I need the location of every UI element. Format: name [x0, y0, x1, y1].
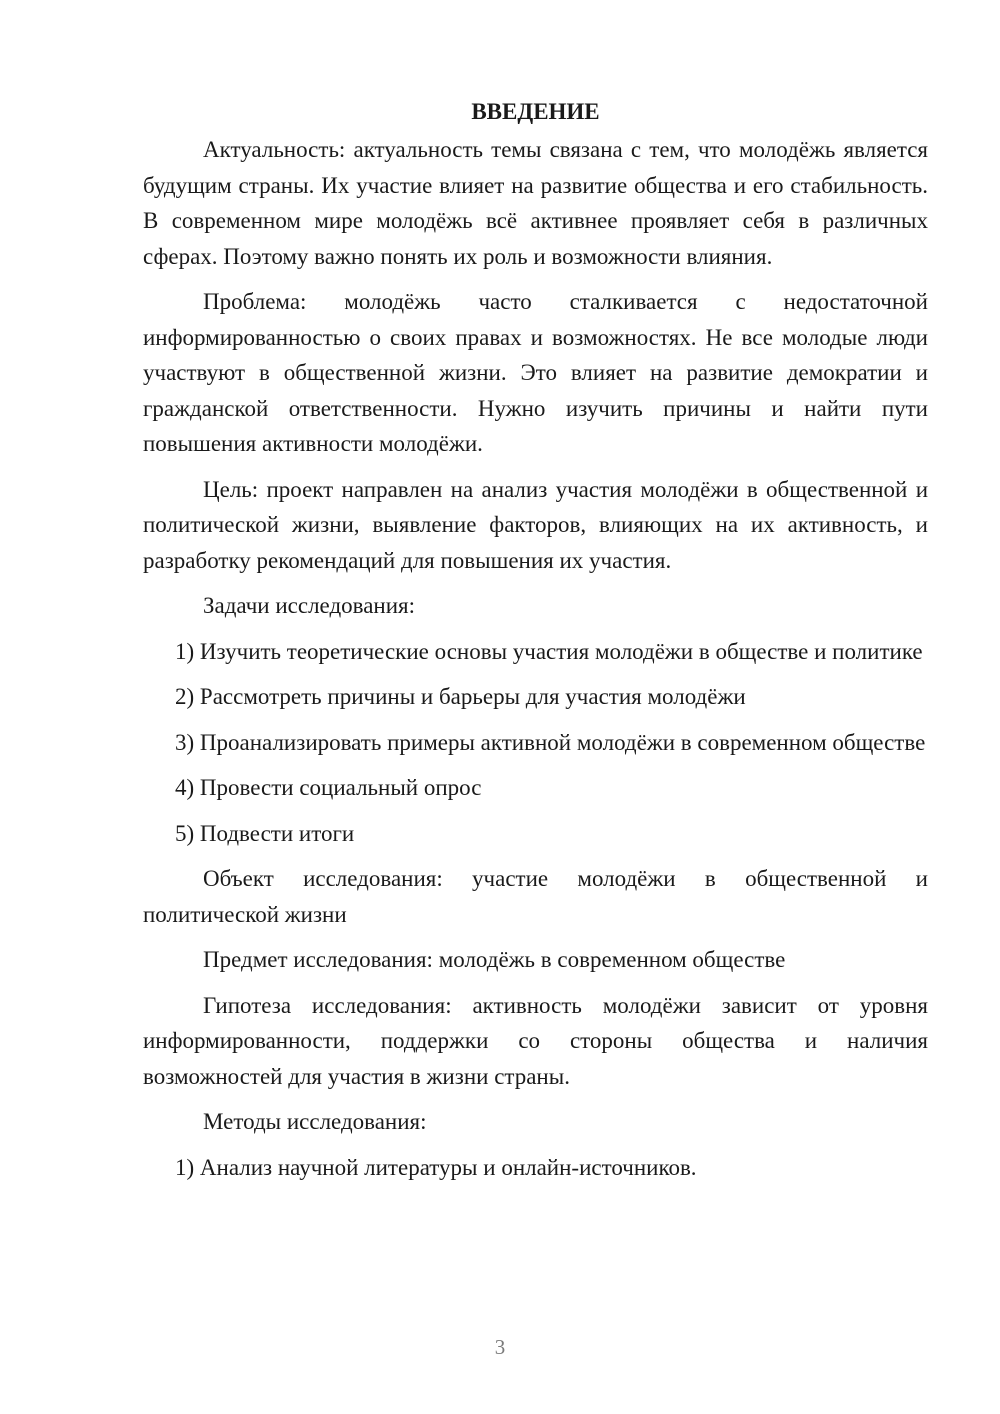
task-item: 1) Изучить теоретические основы участия молодёжи в обществе и политике	[175, 638, 923, 664]
task-item: 5) Подвести итоги	[175, 820, 355, 846]
method-item: 1) Анализ научной литературы и онлайн-источников.	[175, 1154, 697, 1180]
object-paragraph: Объект исследования: участие молодёжи в общественной и политической жизни	[143, 866, 928, 927]
page-number: 3	[494, 1335, 506, 1359]
hypothesis-paragraph: Гипотеза исследования: активность молодёжи зависит от уровня информированности, поддержки со стороны общества и наличия возможностей для участия в жизни страны.	[143, 992, 928, 1089]
methods-title: Методы исследования:	[203, 1109, 427, 1134]
section-heading: ВВЕДЕНИЕ	[471, 99, 600, 124]
task-item: 3) Проанализировать примеры активной молодёжи в современном обществе	[175, 729, 926, 755]
task-item: 2) Рассмотреть причины и барьеры для участия молодёжи	[175, 684, 746, 709]
problem-paragraph: Проблема: молодёжь часто сталкивается с недостаточной информированностью о своих правах и возможностях. Не все молодые люди участвуют в общественной жизни. Это влияет на развитие демократии и гражданской ответственности. Нужно изучить причины и найти пути повышения активности молодёжи.	[143, 289, 928, 456]
tasks-title: Задачи исследования:	[203, 593, 416, 618]
page-content	[143, 94, 928, 1195]
goal-paragraph: Цель: проект направлен на анализ участия молодёжи в общественной и политической жизни, выявление факторов, влияющих на их активность, и разработку рекомендаций для повышения их участия.	[143, 476, 928, 573]
task-item: 4) Провести социальный опрос	[175, 775, 482, 800]
subject-paragraph: Предмет исследования: молодёжь в современном обществе	[203, 947, 786, 972]
relevance-paragraph: Актуальность: актуальность темы связана с тем, что молодёжь является будущим страны. Их участие влияет на развитие общества и его стабильность. В современном мире молодёжь всё активнее проявляет себя в различных сферах. Поэтому важно понять их роль и возможности влияния.	[143, 137, 928, 269]
